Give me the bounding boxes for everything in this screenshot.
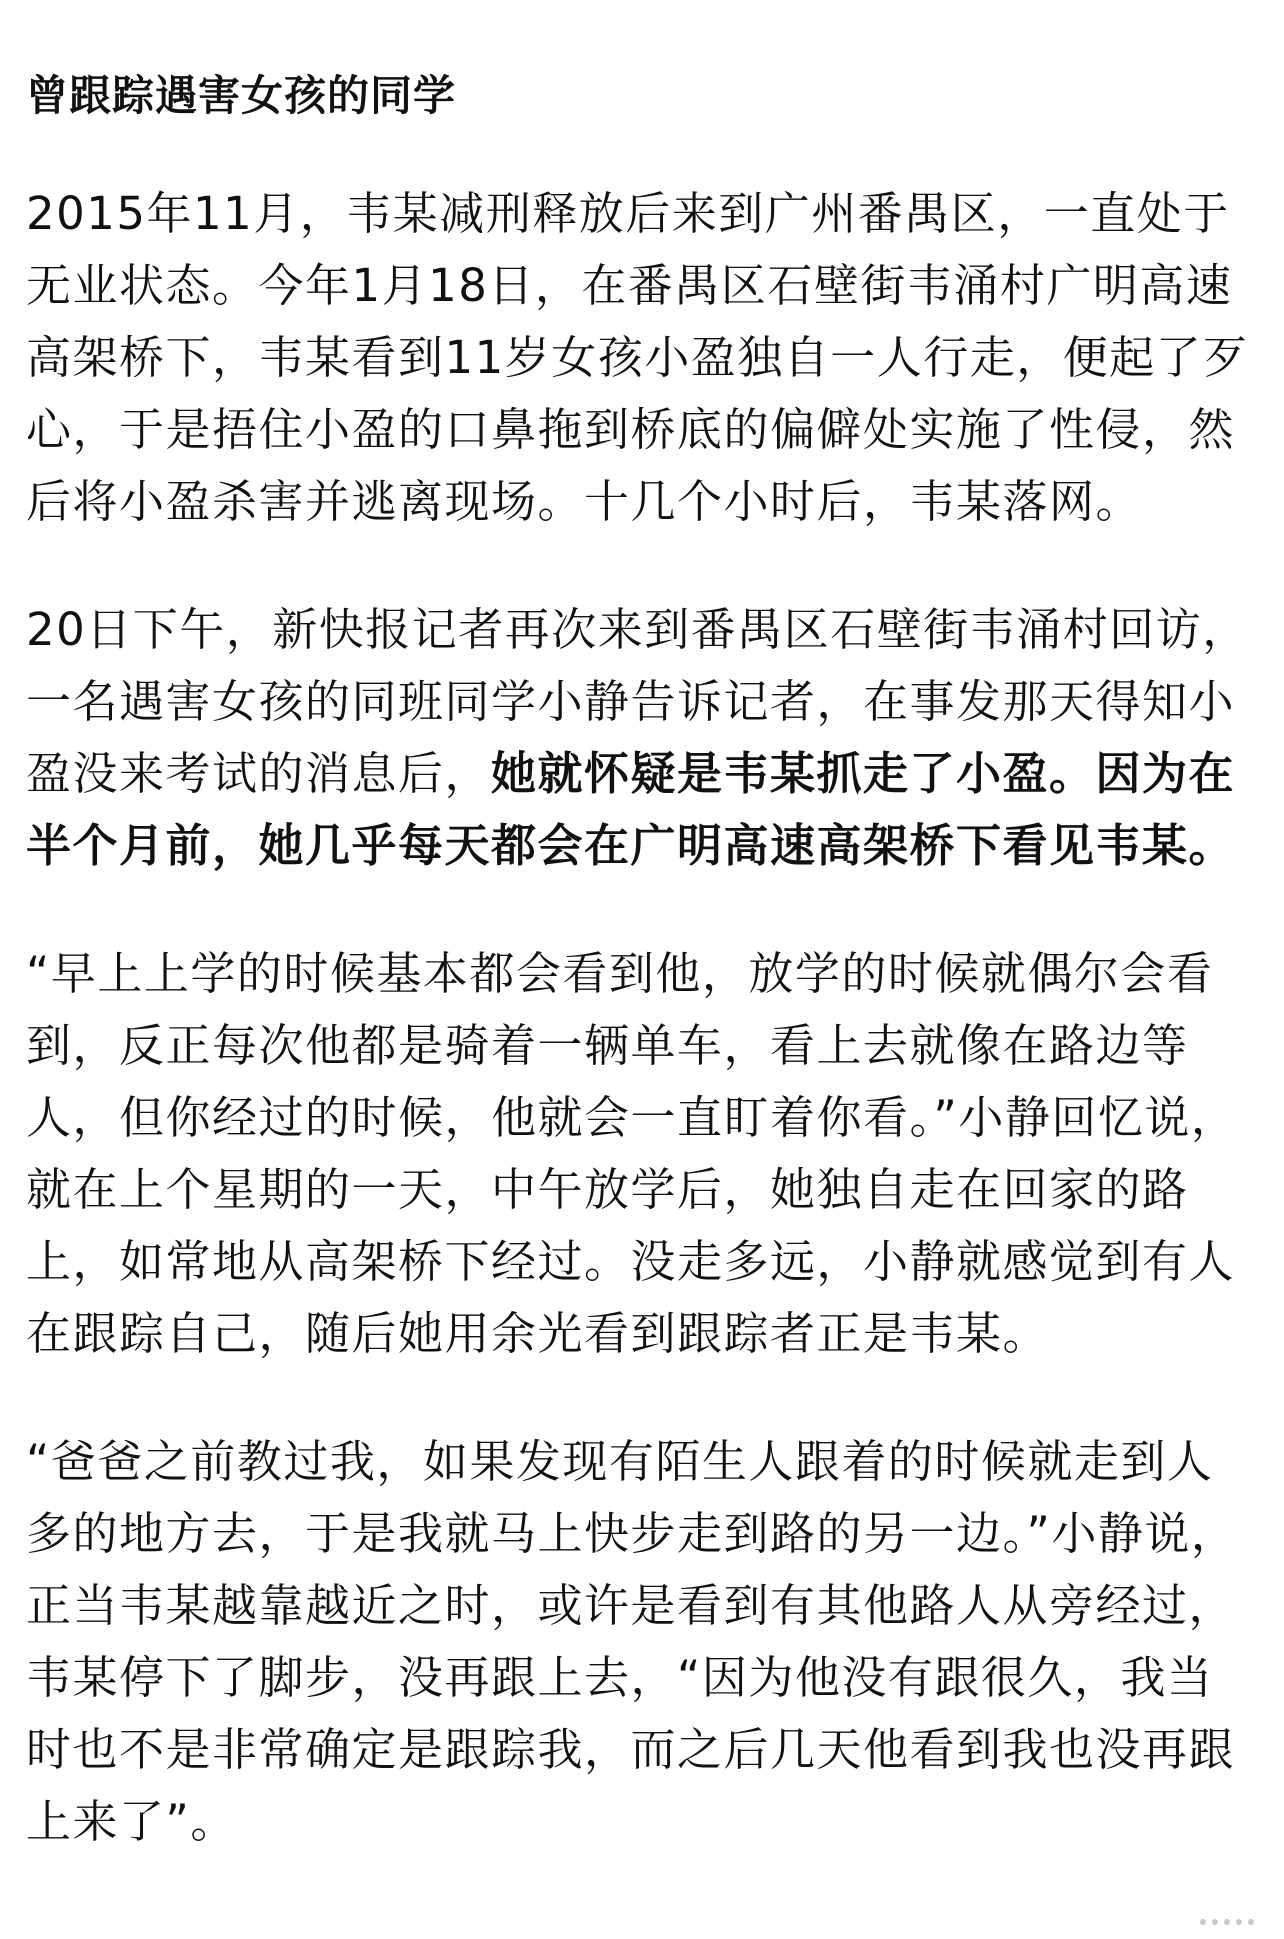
paragraph-2-bold-text: 她就怀疑是韦某抓走了小盈。因为在半个月前，她几乎每天都会在广明高速高架桥下看见韦某。 (26, 747, 1236, 872)
article (26, 60, 1256, 1914)
watermark-dot (1224, 1919, 1230, 1925)
paragraph-3: “早上上学的时候基本都会看到他，放学的时候就偶尔会看到，反正每次他都是骑着一辆单车，看上去就像在路边等人，但你经过的时候，他就会一直盯着你看。”小静回忆说，就在上个星期的一天，中午放学后，她独自走在回家的路上，如常地从高架桥下经过。没走多远，小静就感觉到有人在跟踪自己，随后她用余光看到跟踪者正是韦某。 (26, 947, 1238, 1360)
paragraph-2-text: 20日下午，新快报记者再次来到番禺区石壁街韦涌村回访，一名遇害女孩的同班同学小静告诉记者，在事发那天得知小盈没来考试的消息后， (26, 603, 1249, 800)
paragraph-4: “爸爸之前教过我，如果发现有陌生人跟着的时候就走到人多的地方去，于是我就马上快步走到路的另一边。”小静说，正当韦某越靠越近之时，或许是看到有其他路人从旁经过，韦某停下了脚步，没再跟上去，“因为他没有跟很久，我当时也不是非常确定是跟踪我，而之后几天他看到我也没再跟上来了”。 (26, 1435, 1238, 1848)
watermark-dots (1200, 1919, 1254, 1925)
watermark-dot (1248, 1919, 1254, 1925)
watermark-dot (1200, 1919, 1206, 1925)
watermark-dot (1236, 1919, 1242, 1925)
watermark-dot (1212, 1919, 1218, 1925)
paragraph-1: 2015年11月，韦某减刑释放后来到广州番禺区，一直处于无业状态。今年1月18日，在番禺区石壁街韦涌村广明高速高架桥下，韦某看到11岁女孩小盈独自一人行走，便起了歹心，于是捂住小盈的口鼻拖到桥底的偏僻处实施了性侵，然后将小盈杀害并逃离现场。十几个小时后，韦某落网。 (26, 187, 1249, 528)
article-heading: 曾跟踪遇害女孩的同学 (26, 71, 457, 120)
paragraph-2 (26, 594, 1256, 882)
